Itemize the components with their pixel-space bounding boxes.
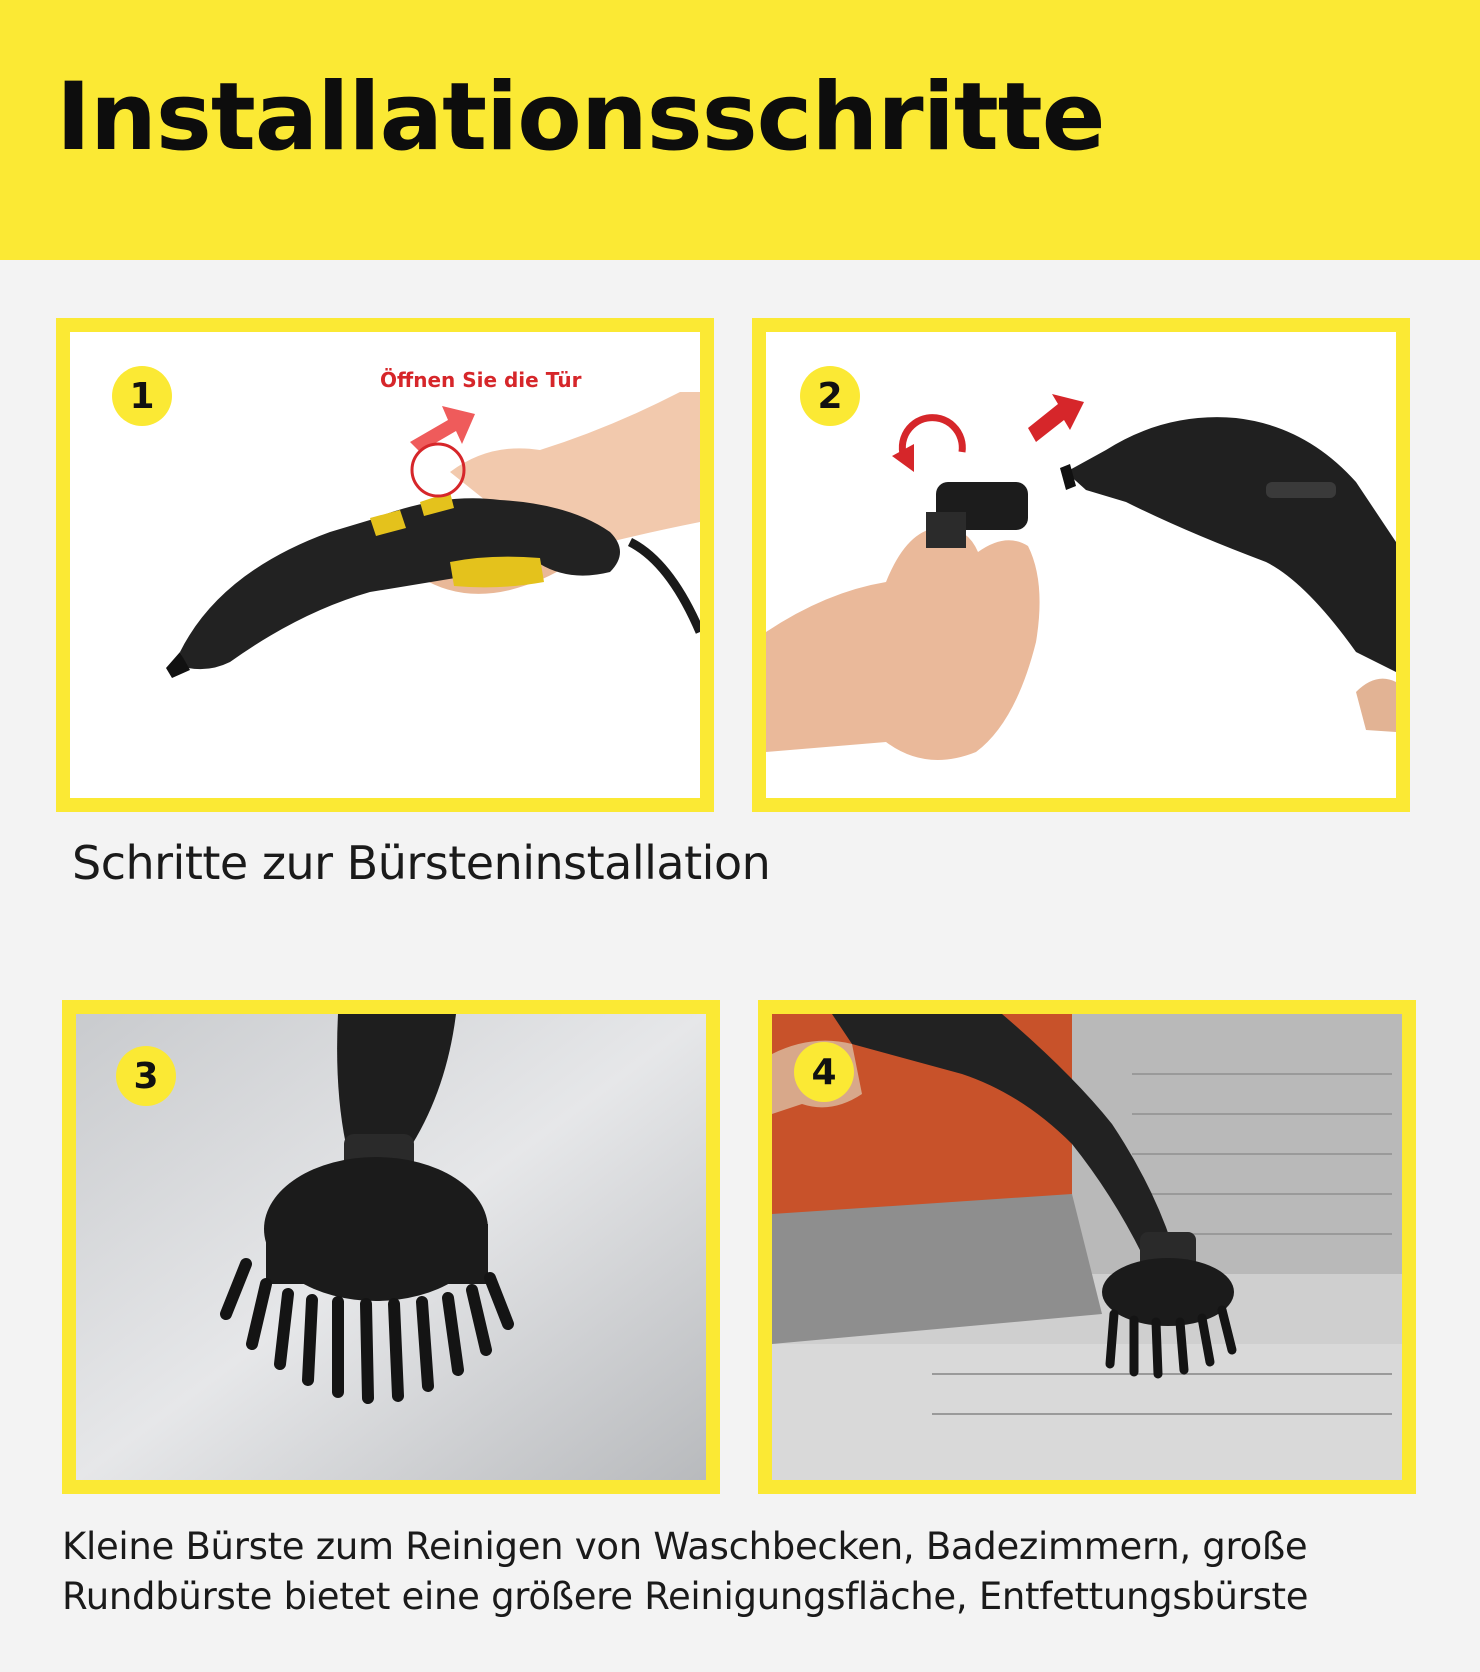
step-4-panel [758, 1000, 1416, 1494]
installation-caption: Schritte zur Bürsteninstallation [72, 836, 771, 890]
step-2-badge: 2 [800, 366, 860, 426]
open-door-annotation: Öffnen Sie die Tür [380, 368, 582, 392]
page-title: Installationsschritte [56, 63, 1105, 172]
oven-cleaning-photo [772, 1014, 1402, 1480]
step-1-badge: 1 [112, 366, 172, 426]
step-2-panel [752, 318, 1410, 812]
step-4-badge: 4 [794, 1042, 854, 1102]
brush-attach-photo [766, 332, 1396, 798]
step-1-panel [56, 318, 714, 812]
step-3-panel [62, 1000, 720, 1494]
step-3-badge: 3 [116, 1046, 176, 1106]
header-banner [0, 0, 1480, 260]
brush-description: Kleine Bürste zum Reinigen von Waschbecken, Badezimmern, große Rundbürste bietet eine größere Reinigungsfläche, Entfettungsbürste [62, 1525, 1309, 1618]
